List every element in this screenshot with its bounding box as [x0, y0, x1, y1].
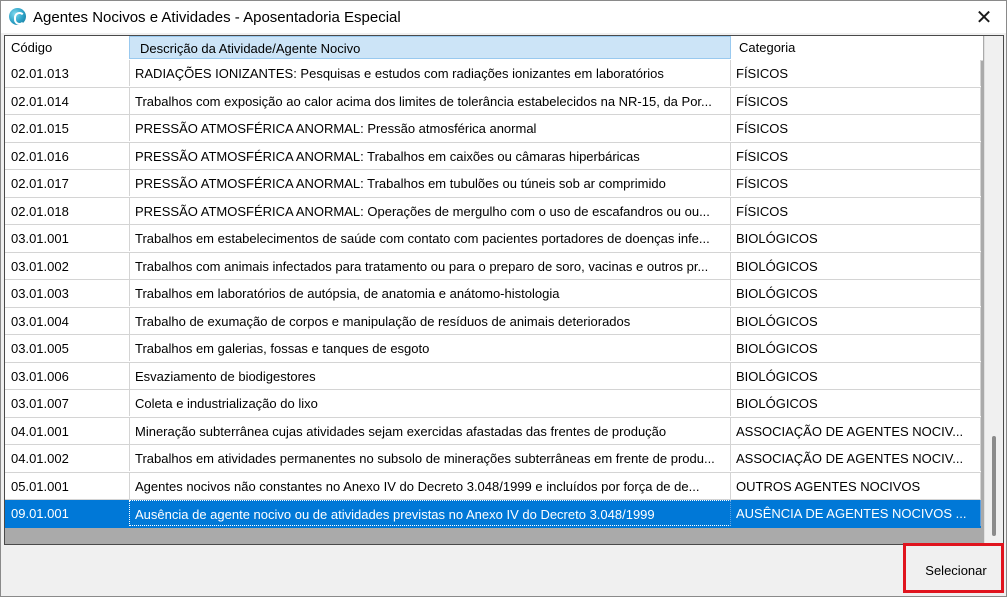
data-grid[interactable]	[4, 35, 1004, 545]
cell-category: OUTROS AGENTES NOCIVOS	[731, 473, 981, 499]
cell-description: Trabalhos em atividades permanentes no subsolo de minerações subterrâneas em frente de produ...	[129, 445, 731, 471]
table-row[interactable]	[5, 390, 981, 418]
cell-category: BIOLÓGICOS	[731, 225, 981, 251]
cell-code: 02.01.013	[11, 66, 69, 81]
cell-code: 03.01.007	[11, 396, 69, 411]
table-row[interactable]	[5, 60, 981, 88]
table-row[interactable]	[5, 170, 981, 198]
table-row[interactable]	[5, 335, 981, 363]
cell-code: 03.01.001	[11, 231, 69, 246]
column-header-category[interactable]: Categoria	[739, 40, 796, 55]
cell-code: 03.01.002	[11, 258, 69, 274]
app-logo-icon	[9, 8, 26, 25]
cell-category: FÍSICOS	[731, 170, 981, 196]
cell-category: AUSÊNCIA DE AGENTES NOCIVOS ...	[731, 500, 981, 526]
cell-category: FÍSICOS	[731, 115, 981, 141]
table-row[interactable]	[5, 473, 981, 501]
table-row-selected[interactable]	[5, 500, 981, 528]
cell-category: ASSOCIAÇÃO DE AGENTES NOCIV...	[731, 445, 981, 471]
vertical-scrollbar[interactable]	[984, 36, 1004, 544]
cell-category: BIOLÓGICOS	[731, 363, 981, 389]
cell-description: Mineração subterrânea cujas atividades sejam exercidas afastadas das frentes de produção	[129, 418, 731, 444]
table-row[interactable]	[5, 225, 981, 253]
table-row[interactable]	[5, 115, 981, 143]
cell-category: FÍSICOS	[731, 143, 981, 169]
cell-description: PRESSÃO ATMOSFÉRICA ANORMAL: Operações de mergulho com o uso de escafandros ou ou...	[129, 198, 731, 224]
cell-code: 04.01.001	[11, 423, 69, 439]
close-button[interactable]: ✕	[975, 6, 993, 29]
cell-code: 09.01.001	[11, 506, 69, 521]
cell-code: 03.01.003	[11, 286, 69, 301]
table-row[interactable]	[5, 198, 981, 226]
table-row[interactable]	[5, 253, 981, 281]
column-header-code[interactable]: Código	[11, 40, 53, 55]
window-title: Agentes Nocivos e Atividades - Aposentadoria Especial	[33, 9, 401, 26]
cell-description: Agentes nocivos não constantes no Anexo IV do Decreto 3.048/1999 e incluídos por força de de...	[129, 473, 731, 499]
title-bar[interactable]	[1, 1, 1006, 33]
cell-description: PRESSÃO ATMOSFÉRICA ANORMAL: Trabalhos em caixões ou câmaras hiperbáricas	[129, 143, 731, 169]
cell-category: FÍSICOS	[731, 88, 981, 114]
cell-description: Ausência de agente nocivo ou de atividades previstas no Anexo IV do Decreto 3.048/1999	[129, 500, 731, 526]
cell-code: 02.01.018	[11, 203, 69, 219]
table-row[interactable]	[5, 308, 981, 336]
cell-category: FÍSICOS	[731, 60, 981, 86]
cell-description: Trabalhos com exposição ao calor acima dos limites de tolerância estabelecidos na NR-15, da Por...	[129, 88, 731, 114]
cell-code: 05.01.001	[11, 478, 69, 494]
table-row[interactable]	[5, 445, 981, 473]
table-row[interactable]	[5, 88, 981, 116]
cell-description: PRESSÃO ATMOSFÉRICA ANORMAL: Pressão atmosférica anormal	[129, 115, 731, 141]
cell-category: BIOLÓGICOS	[731, 390, 981, 416]
cell-description: Trabalhos em estabelecimentos de saúde com contato com pacientes portadores de doenças infe...	[129, 225, 731, 251]
cell-description: RADIAÇÕES IONIZANTES: Pesquisas e estudos com radiações ionizantes em laboratórios	[129, 60, 731, 86]
scrollbar-thumb[interactable]	[992, 436, 996, 536]
table-row[interactable]	[5, 143, 981, 171]
table-row[interactable]	[5, 280, 981, 308]
grid-header-row	[5, 36, 983, 61]
cell-category: BIOLÓGICOS	[731, 280, 981, 306]
cell-code: 02.01.017	[11, 176, 69, 191]
cell-description: Trabalhos com animais infectados para tratamento ou para o preparo de soro, vacinas e outros pr...	[129, 253, 731, 279]
cell-code: 03.01.005	[11, 341, 69, 356]
cell-code: 02.01.015	[11, 121, 69, 136]
cell-description: Trabalhos em laboratórios de autópsia, de anatomia e anátomo-histologia	[129, 280, 731, 306]
cell-code: 03.01.004	[11, 313, 69, 329]
cell-description: PRESSÃO ATMOSFÉRICA ANORMAL: Trabalhos em tubulões ou túneis sob ar comprimido	[129, 170, 731, 196]
cell-code: 02.01.014	[11, 93, 69, 109]
select-button[interactable]: Selecionar	[910, 549, 1002, 591]
grid-rows	[5, 60, 981, 528]
column-header-description[interactable]: Descrição da Atividade/Agente Nocivo	[129, 36, 731, 59]
cell-description: Coleta e industrialização do lixo	[129, 390, 731, 416]
cell-code: 02.01.016	[11, 148, 69, 164]
cell-description: Trabalhos em galerias, fossas e tanques de esgoto	[129, 335, 731, 361]
cell-category: BIOLÓGICOS	[731, 253, 981, 279]
cell-category: BIOLÓGICOS	[731, 335, 981, 361]
cell-code: 04.01.002	[11, 451, 69, 466]
cell-description: Trabalho de exumação de corpos e manipulação de resíduos de animais deteriorados	[129, 308, 731, 334]
cell-code: 03.01.006	[11, 368, 69, 384]
cell-description: Esvaziamento de biodigestores	[129, 363, 731, 389]
cell-category: ASSOCIAÇÃO DE AGENTES NOCIV...	[731, 418, 981, 444]
table-row[interactable]	[5, 418, 981, 446]
cell-category: BIOLÓGICOS	[731, 308, 981, 334]
cell-category: FÍSICOS	[731, 198, 981, 224]
table-row[interactable]	[5, 363, 981, 391]
